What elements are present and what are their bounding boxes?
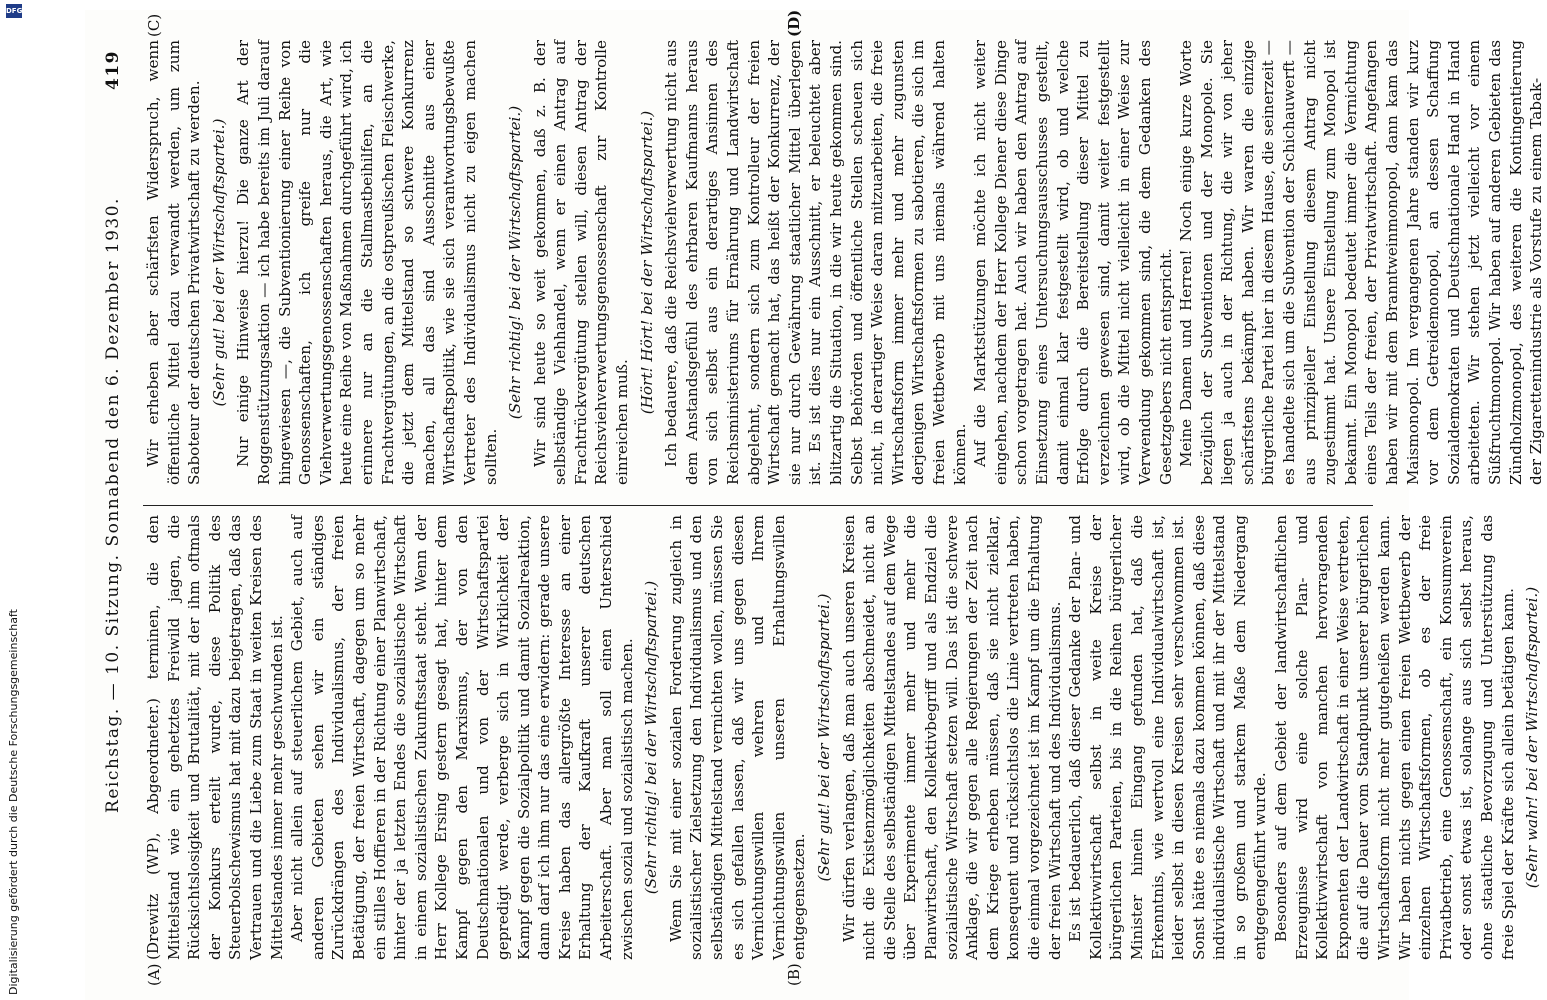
paragraph: (Drewitz (WP), Abgeordneter.) terminen, die den Mittelstand wie ein gehetztes Freiwild jagen, die Rücksichtslosigkeit und Brutalität, mit der ihm oftmals der Konkurs erteilt wurde, diese Politik des Steuerbolschewismus hat mit dazu beigetragen, daß das Vertrauen und die Liebe zum Staat in weiten Kreisen des Mittelstandes immer mehr geschwunden ist.: [144, 515, 286, 960]
interjection: (Sehr wahr! bei der Wirtschaftspartei.): [1523, 586, 1542, 889]
margin-mark-c: (C): [145, 13, 163, 37]
paragraph: Besonders auf dem Gebiet der landwirtschaftlichen Erzeugnisse wird eine solche Plan- und Kollektivwirtschaft von manchen hervorragenden Exponenten der Landwirtschaft in einer Weise vertreten, die auf die Dauer vom Standpunkt unserer bürgerlichen Wirtschaftsform nicht mehr gutgeheißen werden kann. Wir haben nichts gegen einen freien Wettbewerb der einzelnen Wirtschaftsformen, ob es der freie Privatbetrieb, eine Genossenschaft, ein Konsumverein oder sonst etwas ist, solange aus sich selbst heraus, ohne staatliche Bevorzugung und Unterstützung das freie Spiel der Kräfte sich allein betätigen kann.: [1272, 515, 1517, 960]
right-column: [143, 40, 1546, 485]
paragraph: Auf die Marktstützungen möchte ich nicht weiter eingehen, nachdem der Herr Kollege Diener diese Dinge schon vorgetragen hat. Auch wir haben den Antrag auf Einsetzung eines Untersuchungsausschusses gestellt, damit einmal klar festgestellt wird, ob und welche Erfolge durch die Bereitstellung dieser Mittel zu verzeichnen gewesen sind, damit weiter festgestellt wird, ob die Mittel nicht vielleicht in einer Weise zur Verwendung gekommen sind, die dem Gedanken des Gesetzgebers nicht entspricht.: [971, 40, 1175, 485]
page-number: 419: [103, 50, 123, 90]
paragraph: Ich bedauere, daß die Reichsviehverwertung nicht aus dem Anstandsgefühl des ehrbaren Kaufmanns heraus von sich selbst aus ein derartiges Ansinnen des Reichsministeriums für Ernährung und Landwirtschaft abgelehnt, sondern sich zum Kontrolleur der freien Wirtschaft gemacht hat, das heißt der Konkurrenz, der sie nur durch Gewährung staatlicher Mittel überlegen ist. Es ist dies nur ein Ausschnitt, er beleuchtet aber blitzartig die Situation, in die wir heute gekommen sind. Selbst Behörden und öffentliche Stellen scheuen sich nicht, in derartiger Weise daran mitzuarbeiten, die freie Wirtschaftsform immer mehr und mehr zugunsten derjenigen Wirtschaftsformen zu sabotieren, die sich im freien Wettbewerb mit uns niemals während halten können.: [662, 40, 969, 485]
scanned-page: [85, 9, 1546, 1000]
header-title: Reichstag. — 10. Sitzung. Sonnabend den 6. Dezember 1930.: [103, 197, 123, 813]
funding-notice: Digitalisierung gefördert durch die Deutsche Forschungsgemeinschaft: [7, 609, 20, 995]
column-divider: [143, 505, 1373, 506]
paragraph: Wir sind heute so weit gekommen, daß z. B. der selbständige Viehhandel, wenn er einen Antrag auf Frachtrückvergütung stellen will, diesen Antrag der Reichsviehverwertungsgenossenschaft zur Kontrolle einreichen muß.: [530, 40, 632, 485]
paragraph: Nur einige Hinweise hierzu! Die ganze Art der Roggenstützungsaktion — ich habe bereits im Juli darauf hingewiesen —, die Subventionierung einer Reihe von Genossenschaften, ich greife nur die Viehverwertungsgenossenschaften heraus, die Art, wie heute eine Reihe von Maßnahmen durchgeführt wird, ich erinnere nur an die Stallmastbeihilfen, an die Frachtvergütungen, an die ostpreußischen Fleischwerke, die jetzt dem Mittelstand so schwere Konkurrenz machen, all das sind Ausschnitte aus einer Wirtschaftspolitik, wie sie sich verantwortungsbewußte Vertreter des Individualismus nicht zu eigen machen sollten.: [234, 40, 500, 485]
margin-mark-a: (A): [145, 963, 163, 986]
paragraph: Aber nicht allein auf steuerlichem Gebiet, auch auf anderen Gebieten sehen wir ein ständiges Zurückdrängen des Individualismus, der freien Betätigung, der freien Wirtschaft, dagegen um so mehr ein stilles Hoffieren in der Richtung einer Planwirtschaft, hinter der ja letzten Endes die sozialistische Wirtschaft in einem sozialistischen Zukunftsstaat steht. Wenn der Herr Kollege Ersing gestern gesagt hat, hinter dem Kampf gegen den Marxismus, der von den Deutschnationalen und von der Wirtschaftspartei gepredigt werde, verberge sich in Wirklichkeit der Kampf gegen die Sozialpolitik und damit Sozialreaktion, dann darf ich ihm nur das eine erwidern: gerade unsere Kreise haben das allergrößte Interesse an einer Erhaltung der Kaufkraft unserer deutschen Arbeiterschaft. Aber man soll einen Unterschied zwischen sozial und sozialistisch machen.: [288, 515, 636, 960]
paragraph: Wir dürfen verlangen, daß man auch unseren Kreisen nicht die Existenzmöglichkeiten abschneidet, nicht an die Stelle des selbständigen Mittelstandes auf dem Wege über Experimente immer mehr und mehr die Planwirtschaft, den Kollektivbegriff und als Endziel die sozialistische Wirtschaft setzen will. Das ist die schwere Anklage, die wir gegen alle Regierungen der Zeit nach dem Kriege erheben müssen, daß sie nicht zielklar, konsequent und rücksichtslos die Linie vertreten haben, die einmal vorgezeichnet ist im Kampf um die Erhaltung der freien Wirtschaft und des Individualismus.: [839, 515, 1064, 960]
margin-mark-b: (B): [785, 963, 803, 986]
interjection: (Hört! Hört! bei der Wirtschaftspartei.): [637, 110, 656, 415]
paragraph: Es ist bedauerlich, daß dieser Gedanke der Plan- und Kollektivwirtschaft selbst in weite Kreise der bürgerlichen Parteien, bis in die Reihen bürgerlicher Minister hinein Eingang gefunden hat, daß die Erkenntnis, wie wertvoll eine Individualwirtschaft ist, leider selbst in diesen Kreisen sehr verschwommen ist. Sonst hätte es niemals dazu kommen können, daß diese individualistische Wirtschaft und mit ihr der Mittelstand in so großem und starkem Maße dem Niedergang entgegengeführt wurde.: [1066, 515, 1270, 960]
dfg-logo: DFG: [6, 4, 22, 18]
interjection: (Sehr richtig! bei der Wirtschaftspartei.): [506, 105, 525, 420]
running-header: [103, 50, 133, 960]
interjection: (Sehr gut! bei der Wirtschaftspartei.): [815, 593, 833, 882]
left-column: [143, 515, 1542, 960]
paragraph: Meine Damen und Herren! Noch einige kurze Worte bezüglich der Subventionen und der Monopole. Sie liegen ja auch in der Richtung, die wir von jeher schärfstens bekämpft haben. Wir waren die einzige bürgerliche Partei hier in diesem Hause, die seinerzeit — es handelte sich um die Subvention der Schichauwerft — aus prinzipieller Einstellung diesem Antrag nicht zugestimmt hat. Unsere Einstellung zum Monopol ist bekannt. Ein Monopol bedeutet immer die Vernichtung eines Teils der freien, der Privatwirtschaft. Angefangen haben wir mit dem Branntweinmonopol, dann kam das Maismonopol. Im vergangenen Jahre standen wir kurz vor dem Getreidemonopol, an dessen Schaffung Sozialdemokraten und Deutschnationale Hand in Hand arbeiteten. Wir stehen jetzt vielleicht vor einem Süßfruchtmonopol. Wir haben auf anderen Gebieten das Zündholzmonopol, des weiteren die Kontingentierung der Zigarettenindustrie als Vorstufe zu einem Tabak-: [1177, 40, 1546, 485]
margin-mark-d: (D): [785, 9, 803, 37]
interjection: (Sehr richtig! bei der Wirtschaftspartei.): [642, 580, 661, 895]
funding-footer: [6, 7, 23, 995]
paragraph: Wenn Sie mit einer sozialen Forderung zugleich in sozialistischer Zielsetzung den Individualismus und den selbständigen Mittelstand vernichten wollen, müssen Sie es sich gefallen lassen, daß wir uns gegen diesen Vernichtungswillen wehren und Ihrem Vernichtungswillen unseren Erhaltungswillen entgegensetzen.: [666, 515, 809, 960]
interjection: (Sehr gut! bei der Wirtschaftspartei.): [209, 118, 228, 407]
paragraph: Wir erheben aber schärfsten Widerspruch, wenn öffentliche Mittel dazu verwandt werden, um zum Saboteur der deutschen Privatwirtschaft zu werden.: [144, 40, 204, 485]
